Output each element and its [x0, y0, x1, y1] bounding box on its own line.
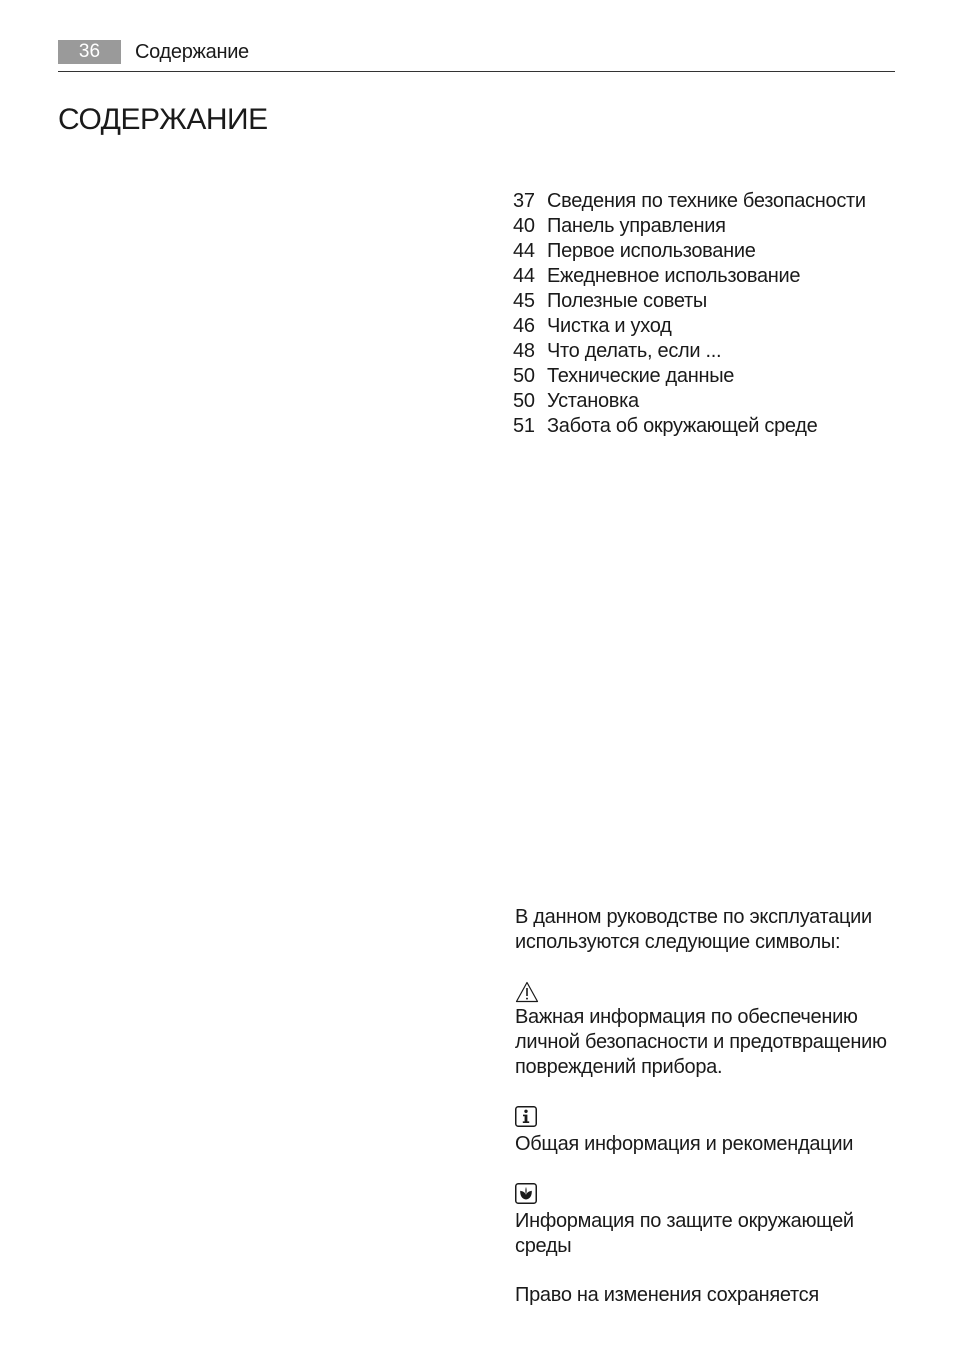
toc-item-label: Чистка и уход [547, 315, 672, 337]
toc-page-number: 45 [513, 290, 535, 312]
toc-item[interactable] [513, 189, 913, 214]
toc-item[interactable] [513, 239, 913, 264]
toc-item[interactable] [513, 364, 913, 389]
toc-page-number: 46 [513, 315, 535, 337]
toc-page-number: 51 [513, 415, 535, 437]
toc-item[interactable] [513, 339, 913, 364]
rights-reserved-note: Право на изменения сохраняется [515, 1284, 819, 1306]
toc-item[interactable] [513, 389, 913, 414]
environment-icon [515, 1183, 537, 1204]
info-icon [515, 1106, 537, 1127]
header-section-title: Содержание [135, 41, 249, 63]
toc-item-label: Что делать, если ... [547, 340, 722, 362]
toc-item[interactable] [513, 314, 913, 339]
toc-item-label: Забота об окружающей среде [547, 415, 818, 437]
toc-page-number: 44 [513, 265, 535, 287]
toc-item-label: Установка [547, 390, 639, 412]
page-title: СОДЕРЖАНИЕ [58, 103, 268, 136]
toc-item-label: Панель управления [547, 215, 726, 237]
warning-description: Важная информация по обеспечению личной безопасности и предотвращению повреждений прибора. [515, 1006, 887, 1078]
toc-page-number: 40 [513, 215, 535, 237]
toc-page-number: 37 [513, 190, 535, 212]
warning-triangle-icon [515, 981, 539, 1003]
toc-item[interactable] [513, 264, 913, 289]
toc-item[interactable] [513, 214, 913, 239]
toc-item[interactable] [513, 414, 913, 439]
symbols-intro: В данном руководстве по эксплуатации используются следующие символы: [515, 906, 872, 953]
toc-page-number: 50 [513, 365, 535, 387]
environment-description: Информация по защите окружающей среды [515, 1210, 854, 1257]
toc-page-number: 44 [513, 240, 535, 262]
toc-item[interactable] [513, 289, 913, 314]
toc-item-label: Полезные советы [547, 290, 707, 312]
info-description: Общая информация и рекомендации [515, 1133, 854, 1155]
symbols-legend [515, 905, 915, 1308]
toc-page-number: 50 [513, 390, 535, 412]
toc-item-label: Первое использование [547, 240, 756, 262]
table-of-contents [513, 189, 913, 439]
page-header [58, 40, 895, 72]
toc-item-label: Ежедневное использование [547, 265, 801, 287]
toc-item-label: Технические данные [547, 365, 735, 387]
page-number: 36 [58, 40, 121, 64]
toc-item-label: Сведения по технике безопасности [547, 190, 866, 212]
toc-page-number: 48 [513, 340, 535, 362]
